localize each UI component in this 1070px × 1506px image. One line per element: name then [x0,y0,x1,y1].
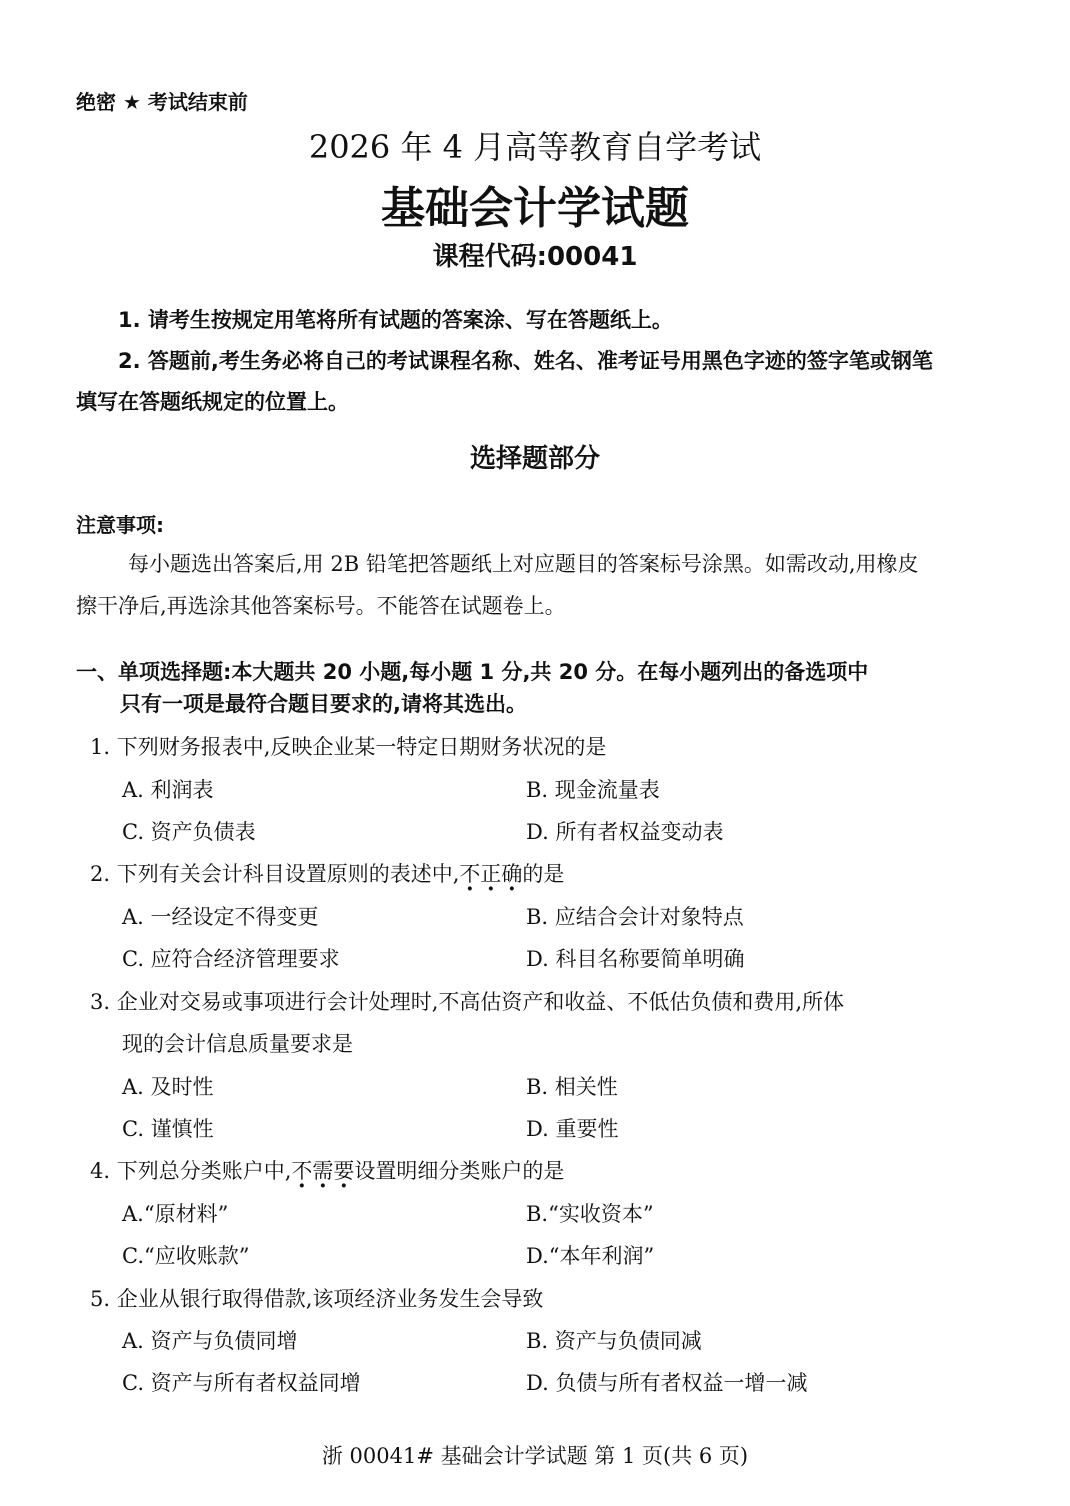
emphasis-char: 正 [480,862,502,886]
question-4-option-b: B.“实收资本” [526,1202,654,1226]
question-5-stem: 5. 企业从银行取得借款,该项经济业务发生会导致 [90,1287,544,1311]
instruction-2-cont: 填写在答题纸规定的位置上。 [76,390,349,414]
question-3-option-b: B. 相关性 [526,1075,618,1099]
question-4-stem-post: 设置明细分类账户的是 [354,1159,565,1183]
question-3-option-a: A. 及时性 [122,1075,214,1099]
emphasis-char: 需 [312,1159,334,1183]
exam-title: 2026 年 4 月高等教育自学考试 [308,128,762,166]
subject-title: 基础会计学试题 [381,183,689,234]
question-3-option-c: C. 谨慎性 [122,1117,214,1141]
question-4-stem [90,1155,564,1185]
question-1-option-c: C. 资产负债表 [122,820,256,844]
question-1-option-b: B. 现金流量表 [526,778,660,802]
question-3-option-d: D. 重要性 [526,1117,619,1141]
question-2-stem-post: 的是 [522,862,565,886]
question-1-option-a: A. 利润表 [122,778,214,802]
question-2-option-b: B. 应结合会计对象特点 [526,905,744,929]
question-5-option-c: C. 资产与所有者权益同增 [122,1371,361,1395]
question-5-option-b: B. 资产与负债同减 [526,1329,702,1353]
page-footer: 浙 00041# 基础会计学试题 第 1 页(共 6 页) [321,1444,749,1468]
question-4-stem-pre: 4. 下列总分类账户中, [90,1159,292,1183]
question-2-option-a: A. 一经设定不得变更 [122,905,319,929]
question-3-stem-cont: 现的会计信息质量要求是 [122,1032,353,1056]
emphasis-char: 不 [459,862,481,886]
question-4-option-d: D.“本年利润” [526,1244,655,1268]
question-2-option-c: C. 应符合经济管理要求 [122,947,340,971]
instruction-1: 1. 请考生按规定用笔将所有试题的答案涂、写在答题纸上。 [118,308,673,332]
secret-mark: 绝密 ★ 考试结束前 [76,90,248,114]
question-1-option-d: D. 所有者权益变动表 [526,820,724,844]
section-title: 选择题部分 [469,444,600,474]
part-one-subheading: 只有一项是最符合题目要求的,请将其选出。 [120,692,527,716]
question-4-option-a: A.“原材料” [122,1202,229,1226]
instruction-2: 2. 答题前,考生务必将自己的考试课程名称、姓名、准考证号用黑色字迹的签字笔或钢笔 [118,349,933,373]
question-2-option-d: D. 科目名称要简单明确 [526,947,745,971]
question-4-option-c: C.“应收账款” [122,1244,250,1268]
question-5-option-d: D. 负债与所有者权益一增一减 [526,1371,808,1395]
emphasis-char: 要 [333,1159,355,1183]
question-1-stem: 1. 下列财务报表中,反映企业某一特定日期财务状况的是 [90,735,607,759]
notes-heading: 注意事项: [76,513,164,537]
question-5-option-a: A. 资产与负债同增 [122,1329,298,1353]
notes-line-2: 擦干净后,再选涂其他答案标号。不能答在试题卷上。 [76,594,566,618]
question-2-stem-pre: 2. 下列有关会计科目设置原则的表述中, [90,862,460,886]
part-one-heading: 一、单项选择题:本大题共 20 小题,每小题 1 分,共 20 分。在每小题列出的备选项中 [76,660,869,684]
emphasis-char: 确 [501,862,523,886]
emphasis-char: 不 [291,1159,313,1183]
question-2-stem [90,858,564,888]
question-3-stem: 3. 企业对交易或事项进行会计处理时,不高估资产和收益、不低估负债和费用,所体 [90,990,845,1014]
notes-line-1: 每小题选出答案后,用 2B 铅笔把答题纸上对应题目的答案标号涂黑。如需改动,用橡皮 [128,552,919,576]
course-code: 课程代码:00041 [432,242,638,272]
